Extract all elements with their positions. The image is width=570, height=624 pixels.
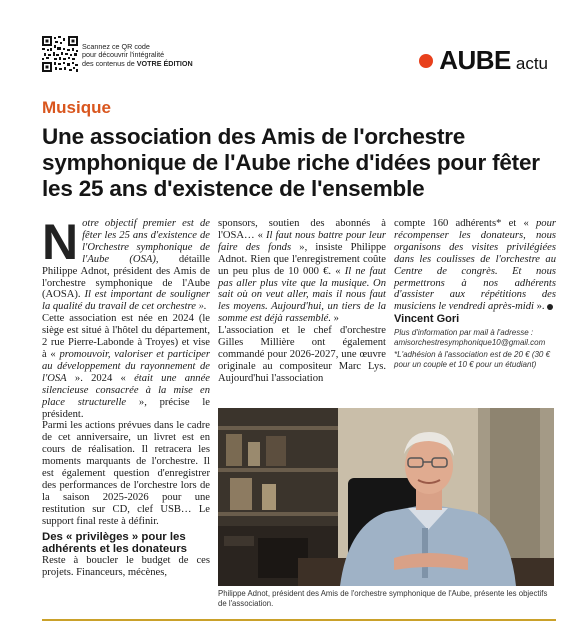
text-association-b: ». 2024 « xyxy=(66,372,135,384)
subheading: Des « privilèges » pour les adhérents et les donateurs xyxy=(42,530,187,555)
article-column-2 xyxy=(218,218,386,385)
paragraph-budget: Reste à boucler le budget de ces projets. Financeurs, mécènes, xyxy=(42,555,210,579)
paragraph-members xyxy=(394,218,556,313)
paragraph-actions: Parmi les actions prévues dans le cadre de cet anniversaire, un livret est en cours de réalisation. Il retracera les moments marquants de l'orchestre. Il est également question d'enregistrer des performances de l'orchestre lors de la saison 2025-2026 pour une restitution sur CD, clef USB… Le support final reste à définir. xyxy=(42,420,210,527)
article-photo xyxy=(218,408,554,586)
article-column-3 xyxy=(394,218,556,369)
brand-sub: actu xyxy=(515,54,548,73)
photo-illustration xyxy=(218,408,554,586)
qr-caption-line3 xyxy=(82,60,193,68)
end-mark-icon xyxy=(547,304,553,310)
text-association-c: », précise le président. xyxy=(42,396,210,420)
text-association-a: Cette association est née en 2024 (le siège est situé à l'hôtel du département, 2 rue Pierre-Labonde à Troyes) et vise à « xyxy=(42,313,210,360)
quote-quality: Il est important de souligner la qualité du travail de cet orchestre ». xyxy=(42,289,210,313)
qr-caption-prefix: des contenus de xyxy=(82,58,135,68)
article-headline: Une association des Amis de l'orchestre symphonique de l'Aube riche d'idées pour fêter les 25 ans d'existence de l'ensemble xyxy=(42,124,540,201)
quote-intro: otre objectif premier est de fêter les 25 ans d'existence de l'Orchestre symphonique de l'Aube (OSA), xyxy=(82,218,210,265)
text-members-a: compte 160 adhérents* et « xyxy=(394,218,536,229)
membership-note: *L'adhésion à l'association est de 20 € (30 € pour un couple et 10 € pour un étudiant) xyxy=(394,350,551,369)
qr-caption xyxy=(82,43,193,68)
qr-caption-line1: Scannez ce QR code xyxy=(82,42,150,51)
brand-name: AUBE xyxy=(439,45,511,75)
text-sponsors-a: sponsors, soutien des abonnés à l'OSA… « xyxy=(218,218,386,241)
photo-caption: Philippe Adnot, président des Amis de l'orchestre symphonique de l'Aube, présente les objectifs de l'association. xyxy=(218,589,548,608)
quote-music: Il ne faut pas aller plus vite que la musique. On sait où on veut aller, mais il nous faut les moyens. Aujourd'hui, un tiers de la somme est déjà rassemblé. xyxy=(218,265,386,325)
article-column-1 xyxy=(42,214,210,579)
qr-caption-line2: pour découvrir l'intégralité xyxy=(82,50,165,60)
text-sponsors-c: » xyxy=(330,313,339,325)
author-byline: Vincent Gori xyxy=(394,313,460,326)
paragraph-association xyxy=(42,313,210,420)
text-sponsors-b: », insiste Philippe Adnot. Rien que l'enregistrement coûte un peu plus de 10 000 €. « xyxy=(218,241,386,277)
quote-2024: était une année silencieuse consacrée à la mise en place structurelle xyxy=(42,372,210,408)
paragraph-intro xyxy=(42,214,210,313)
quote-mission: promouvoir, valoriser et participer au développement du rayonnement de l'OSA xyxy=(42,348,210,384)
quote-donors: pour récompenser les donateurs, nous organisons des visites privilégiées dans les coulisses de l'orchestre au Centre de congrès. Et nous permettrons à nos adhérents d'assister aux répétitions des musiciens le vendredi après-midi xyxy=(394,218,556,313)
text-members-b: ». xyxy=(533,301,545,313)
text-intro: détaille Philippe Adnot, président des Amis de l'orchestre symphonique de l'Aube (AOSA). xyxy=(42,253,210,301)
bottom-divider xyxy=(42,619,556,621)
paragraph-commission: L'association et le chef d'orchestre Gilles Millière ont également commandé pour 2026-2027, une œuvre originale au compositeur Marc Lys. Aujourd'hui l'association xyxy=(218,325,386,384)
info-note: Plus d'information par mail à l'adresse : amisorchestresymphonique10@gmail.com xyxy=(394,328,546,347)
brand-dot-icon xyxy=(419,54,433,68)
brand-logo xyxy=(419,45,548,76)
section-rubric: Musique xyxy=(42,98,111,117)
paragraph-sponsors xyxy=(218,218,386,325)
qr-code-icon[interactable] xyxy=(42,36,78,72)
qr-caption-edition: VOTRE ÉDITION xyxy=(136,58,193,68)
page-header xyxy=(0,0,570,88)
dropcap: N xyxy=(42,214,79,270)
quote-funding: Il faut nous battre pour leur faire des fonds xyxy=(218,229,386,253)
